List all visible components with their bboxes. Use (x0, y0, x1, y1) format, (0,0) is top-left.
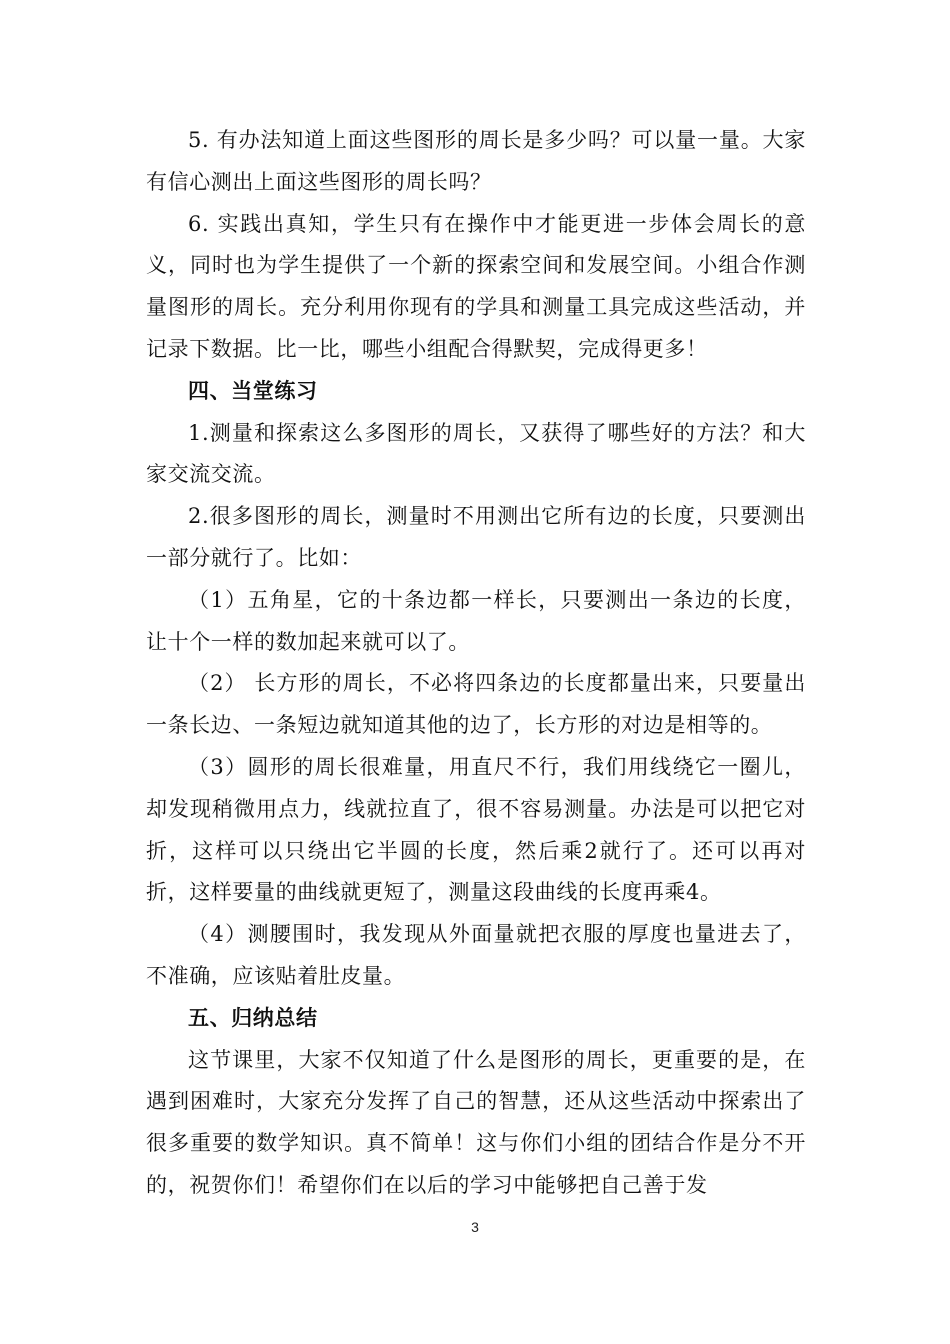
paragraph-example-circle: （3）圆形的周长很难量，用直尺不行，我们用线绕它一圈儿，却发现稍微用点力，线就拉直了，很不容易测量。办法是可以把它对折，这样可以只绕出它半圆的长度，然后乘2就行了。还可以再对折，这样要量的曲线就更短了，测量这段曲线的长度再乘4。 (146, 754, 806, 905)
paragraph-question-5: 5. 有办法知道上面这些图形的周长是多少吗？可以量一量。大家有信心测出上面这些图形的周长吗？ (146, 128, 806, 194)
paragraph-example-waist: （4）测腰围时，我发现从外面量就把衣服的厚度也量进去了，不准确，应该贴着肚皮量。 (146, 922, 806, 988)
document-body (146, 120, 806, 1207)
paragraph-practice-6: 6. 实践出真知，学生只有在操作中才能更进一步体会周长的意义，同时也为学生提供了一个新的探索空间和发展空间。小组合作测量图形的周长。充分利用你现有的学具和测量工具完成这些活动，并记录下数据。比一比，哪些小组配合得默契，完成得更多！ (146, 211, 806, 361)
paragraph-summary: 这节课里，大家不仅知道了什么是图形的周长，更重要的是，在遇到困难时，大家充分发挥了自己的智慧，还从这些活动中探索出了很多重要的数学知识。真不简单！这与你们小组的团结合作是分不开的，祝贺你们！希望你们在以后的学习中能够把自己善于发 (146, 1047, 806, 1197)
paragraph-example-star: （1）五角星，它的十条边都一样长，只要测出一条边的长度，让十个一样的数加起来就可以了。 (146, 587, 806, 654)
paragraph-exercise-1: 1.测量和探索这么多图形的周长，又获得了哪些好的方法？和大家交流交流。 (146, 420, 806, 487)
paragraph-example-rectangle: （2） 长方形的周长，不必将四条边的长度都量出来，只要量出一条长边、一条短边就知道其他的边了，长方形的对边是相等的。 (146, 671, 806, 738)
section-heading-summary: 五、归纳总结 (188, 1005, 318, 1030)
paragraph-exercise-2: 2.很多图形的周长，测量时不用测出它所有边的长度，只要测出一部分就行了。比如： (146, 504, 806, 570)
section-heading-practice: 四、当堂练习 (188, 378, 318, 403)
page-number: 3 (471, 1219, 479, 1235)
